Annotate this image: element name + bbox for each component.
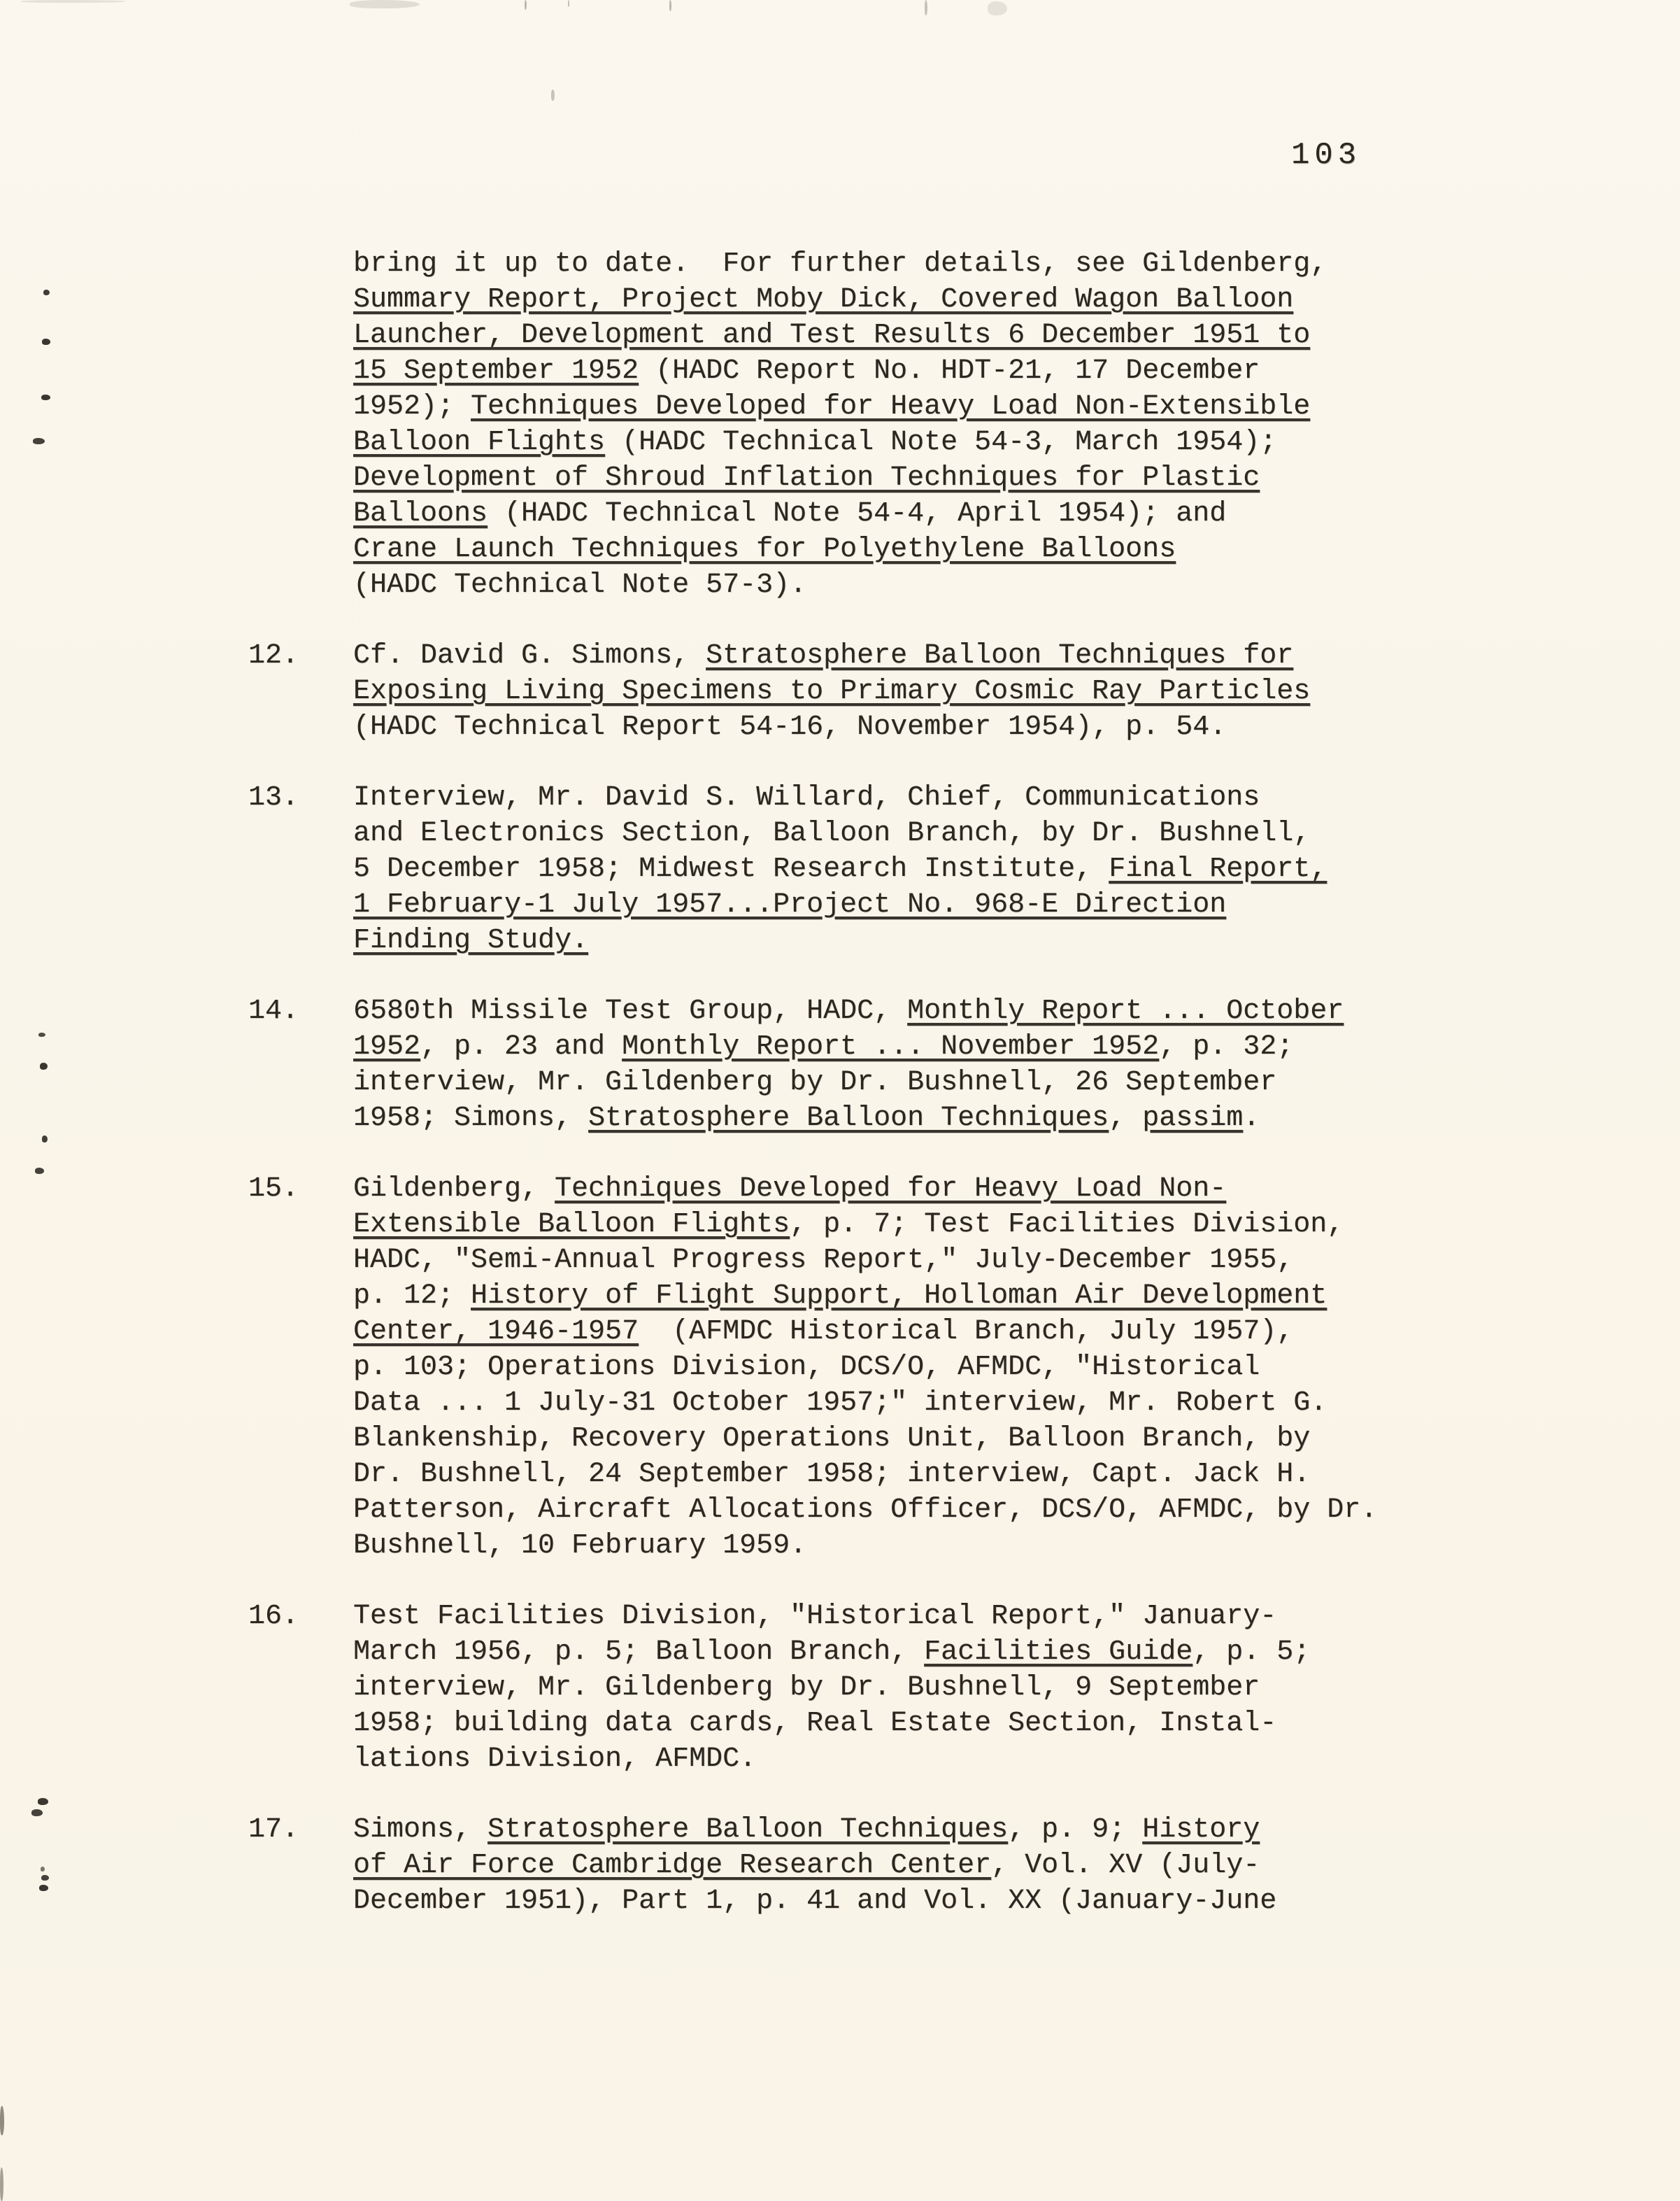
note-body	[353, 993, 1451, 1136]
underlined-title-text: Center, 1946-1957	[353, 1316, 639, 1347]
note-row	[248, 1812, 1451, 1919]
ink-speck	[41, 1867, 45, 1871]
note-text: .	[1243, 1103, 1260, 1134]
note-line	[353, 1528, 1451, 1564]
note-line	[353, 1065, 1451, 1100]
note-number: 16.	[248, 1601, 299, 1632]
note-line	[353, 1278, 1451, 1314]
note-text: Patterson, Aircraft Allocations Officer, DCS/O, AFMDC, by Dr.	[353, 1494, 1378, 1526]
note-text: Blankenship, Recovery Operations Unit, Balloon Branch, by	[353, 1423, 1311, 1455]
note-text: Simons,	[353, 1814, 488, 1846]
underlined-title-text: Final Report,	[1109, 854, 1327, 885]
underlined-title-text: Monthly Report ... November 1952	[622, 1031, 1160, 1063]
ink-speck	[35, 1168, 44, 1174]
note-line	[353, 816, 1451, 851]
note-text: bring it up to date. For further details, see Gildenberg,	[353, 248, 1327, 280]
note-text: Data ... 1 July-31 October 1957;" interview, Mr. Robert G.	[353, 1387, 1327, 1419]
underlined-title-text: 1952	[353, 1031, 421, 1063]
note-line	[353, 709, 1451, 745]
note-line	[353, 532, 1451, 567]
note-line	[353, 496, 1451, 532]
ink-speck	[21, 0, 126, 3]
note-line	[353, 1492, 1451, 1528]
note-body	[353, 1599, 1451, 1777]
underlined-title-text: Launcher, Development and Test Results 6 December 1951 to	[353, 320, 1311, 351]
underlined-title-text: Techniques Developed for Heavy Load Non-	[555, 1173, 1227, 1205]
underlined-title-text: Stratosphere Balloon Techniques	[487, 1814, 1009, 1846]
note-text: Bushnell, 10 February 1959.	[353, 1530, 807, 1562]
note-body	[353, 246, 1451, 603]
ink-speck	[350, 0, 420, 8]
note-text: (HADC Technical Report 54-16, November 1954), p. 54.	[353, 712, 1227, 743]
note-number	[248, 246, 353, 603]
note-line	[353, 923, 1451, 958]
note-number: 14.	[248, 996, 299, 1027]
underlined-title-text: History	[1142, 1814, 1260, 1846]
note-text: , Vol. XV (July-	[991, 1850, 1260, 1881]
note-number: 15.	[248, 1173, 299, 1205]
note-row	[248, 246, 1451, 603]
note-line	[353, 851, 1451, 887]
note-text: interview, Mr. Gildenberg by Dr. Bushnell, 9 September	[353, 1672, 1260, 1704]
note-line	[353, 674, 1451, 709]
ink-speck	[33, 438, 45, 444]
underlined-title-text: Exposing Living Specimens to Primary Cosmic Ray Particles	[353, 676, 1311, 707]
page-number: 103	[1291, 138, 1362, 173]
note-body	[353, 638, 1451, 745]
note-body	[353, 1812, 1451, 1919]
note-line	[353, 318, 1451, 353]
note-body	[353, 1171, 1451, 1564]
note-text: (HADC Technical Note 54-4, April 1954); and	[487, 498, 1227, 530]
note-line	[353, 1421, 1451, 1457]
underlined-title-text: Development of Shroud Inflation Techniques for Plastic	[353, 462, 1260, 494]
ink-speck	[43, 290, 50, 295]
ink-speck	[38, 1033, 45, 1037]
ink-speck	[551, 90, 555, 101]
underlined-title-text: Facilities Guide	[924, 1636, 1193, 1668]
note-row	[248, 993, 1451, 1136]
note-line	[353, 1599, 1451, 1634]
ink-speck	[31, 1809, 43, 1816]
ink-speck	[988, 1, 1007, 15]
note-line	[353, 567, 1451, 603]
ink-speck	[41, 1875, 49, 1881]
note-text: 1958; building data cards, Real Estate Section, Instal-	[353, 1708, 1277, 1739]
note-text: , p. 7; Test Facilities Division,	[790, 1209, 1344, 1240]
note-text: Dr. Bushnell, 24 September 1958; interview, Capt. Jack H.	[353, 1459, 1311, 1490]
note-text: , p. 32;	[1159, 1031, 1294, 1063]
note-line	[353, 1029, 1451, 1065]
underlined-title-text: Balloon Flights	[353, 427, 606, 458]
note-number: 17.	[248, 1814, 299, 1846]
note-row	[248, 1599, 1451, 1777]
ink-speck	[39, 1885, 48, 1891]
underlined-title-text: History of Flight Support, Holloman Air Development	[471, 1280, 1327, 1312]
note-line	[353, 1670, 1451, 1706]
underlined-title-text: Stratosphere Balloon Techniques for	[706, 640, 1294, 672]
note-text: (AFMDC Historical Branch, July 1957),	[639, 1316, 1294, 1347]
note-line	[353, 353, 1451, 389]
note-row	[248, 638, 1451, 745]
ink-speck	[42, 339, 50, 345]
underlined-title-text: 15 September 1952	[353, 355, 639, 387]
underlined-title-text: Stratosphere Balloon Techniques	[588, 1103, 1109, 1134]
note-text: 1952);	[353, 391, 471, 423]
ink-speck	[925, 0, 927, 15]
underlined-title-text: of Air Force Cambridge Research Center	[353, 1850, 992, 1881]
underlined-title-text: Extensible Balloon Flights	[353, 1209, 790, 1240]
note-number: 13.	[248, 782, 299, 814]
note-row	[248, 780, 1451, 958]
note-body	[353, 780, 1451, 958]
note-text: Gildenberg,	[353, 1173, 555, 1205]
ink-speck	[0, 2167, 3, 2201]
note-text: Test Facilities Division, "Historical Report," January-	[353, 1601, 1277, 1632]
note-line	[353, 425, 1451, 460]
note-line	[353, 1314, 1451, 1350]
note-line	[353, 282, 1451, 318]
ink-speck	[41, 395, 50, 400]
note-text: p. 12;	[353, 1280, 471, 1312]
note-line	[353, 1634, 1451, 1670]
note-line	[353, 1207, 1451, 1243]
note-text: p. 103; Operations Division, DCS/O, AFMDC, "Historical	[353, 1352, 1260, 1383]
note-text: ,	[1109, 1103, 1143, 1134]
note-line	[353, 887, 1451, 923]
ink-speck	[0, 2106, 4, 2135]
note-line	[353, 1100, 1451, 1136]
note-line	[353, 1706, 1451, 1741]
ink-speck	[568, 0, 569, 7]
note-row	[248, 1171, 1451, 1564]
note-line	[353, 1385, 1451, 1421]
underlined-title-text: Finding Study.	[353, 925, 589, 956]
underlined-title-text: 1 February-1 July 1957...Project No. 968-E Direction	[353, 889, 1227, 921]
note-line	[353, 993, 1451, 1029]
ink-speck	[38, 1798, 48, 1805]
note-text: (HADC Technical Note 54-3, March 1954);	[605, 427, 1277, 458]
note-text: Cf. David G. Simons,	[353, 640, 706, 672]
note-line	[353, 1848, 1451, 1883]
ink-speck	[42, 1135, 48, 1142]
note-text: Interview, Mr. David S. Willard, Chief, Communications	[353, 782, 1260, 814]
note-text: March 1956, p. 5; Balloon Branch,	[353, 1636, 925, 1668]
underlined-title-text: Techniques Developed for Heavy Load Non-Extensible	[471, 391, 1311, 423]
underlined-title-text: Crane Launch Techniques for Polyethylene Balloons	[353, 534, 1176, 565]
underlined-title-text: passim	[1142, 1103, 1244, 1134]
note-line	[353, 389, 1451, 425]
note-text: , p. 5;	[1193, 1636, 1311, 1668]
note-text: 5 December 1958; Midwest Research Institute,	[353, 854, 1109, 885]
notes-list	[248, 246, 1451, 1954]
note-line	[353, 1883, 1451, 1919]
note-line	[353, 1812, 1451, 1848]
note-line	[353, 1350, 1451, 1385]
note-text: (HADC Report No. HDT-21, 17 December	[639, 355, 1260, 387]
underlined-title-text: Monthly Report ... October	[907, 996, 1344, 1027]
note-line	[353, 1243, 1451, 1278]
ink-speck	[669, 0, 671, 11]
note-line	[353, 780, 1451, 816]
note-text: lations Division, AFMDC.	[353, 1743, 757, 1775]
note-line	[353, 638, 1451, 674]
note-line	[353, 460, 1451, 496]
note-text: , p. 9;	[1008, 1814, 1143, 1846]
note-line	[353, 1457, 1451, 1492]
note-text: interview, Mr. Gildenberg by Dr. Bushnell, 26 September	[353, 1067, 1277, 1098]
note-text: 1958; Simons,	[353, 1103, 589, 1134]
note-line	[353, 246, 1451, 282]
note-line	[353, 1171, 1451, 1207]
note-number: 12.	[248, 640, 299, 672]
note-text: , p. 23 and	[420, 1031, 622, 1063]
note-text: (HADC Technical Note 57-3).	[353, 569, 807, 601]
note-text: 6580th Missile Test Group, HADC,	[353, 996, 908, 1027]
underlined-title-text: Balloons	[353, 498, 488, 530]
ink-speck	[525, 0, 527, 10]
note-line	[353, 1741, 1451, 1777]
note-text: and Electronics Section, Balloon Branch, by Dr. Bushnell,	[353, 818, 1311, 849]
ink-speck	[40, 1063, 48, 1070]
note-text: HADC, "Semi-Annual Progress Report," July-December 1955,	[353, 1245, 1294, 1276]
underlined-title-text: Summary Report, Project Moby Dick, Covered Wagon Balloon	[353, 284, 1294, 316]
note-text: December 1951), Part 1, p. 41 and Vol. XX (January-June	[353, 1885, 1277, 1917]
